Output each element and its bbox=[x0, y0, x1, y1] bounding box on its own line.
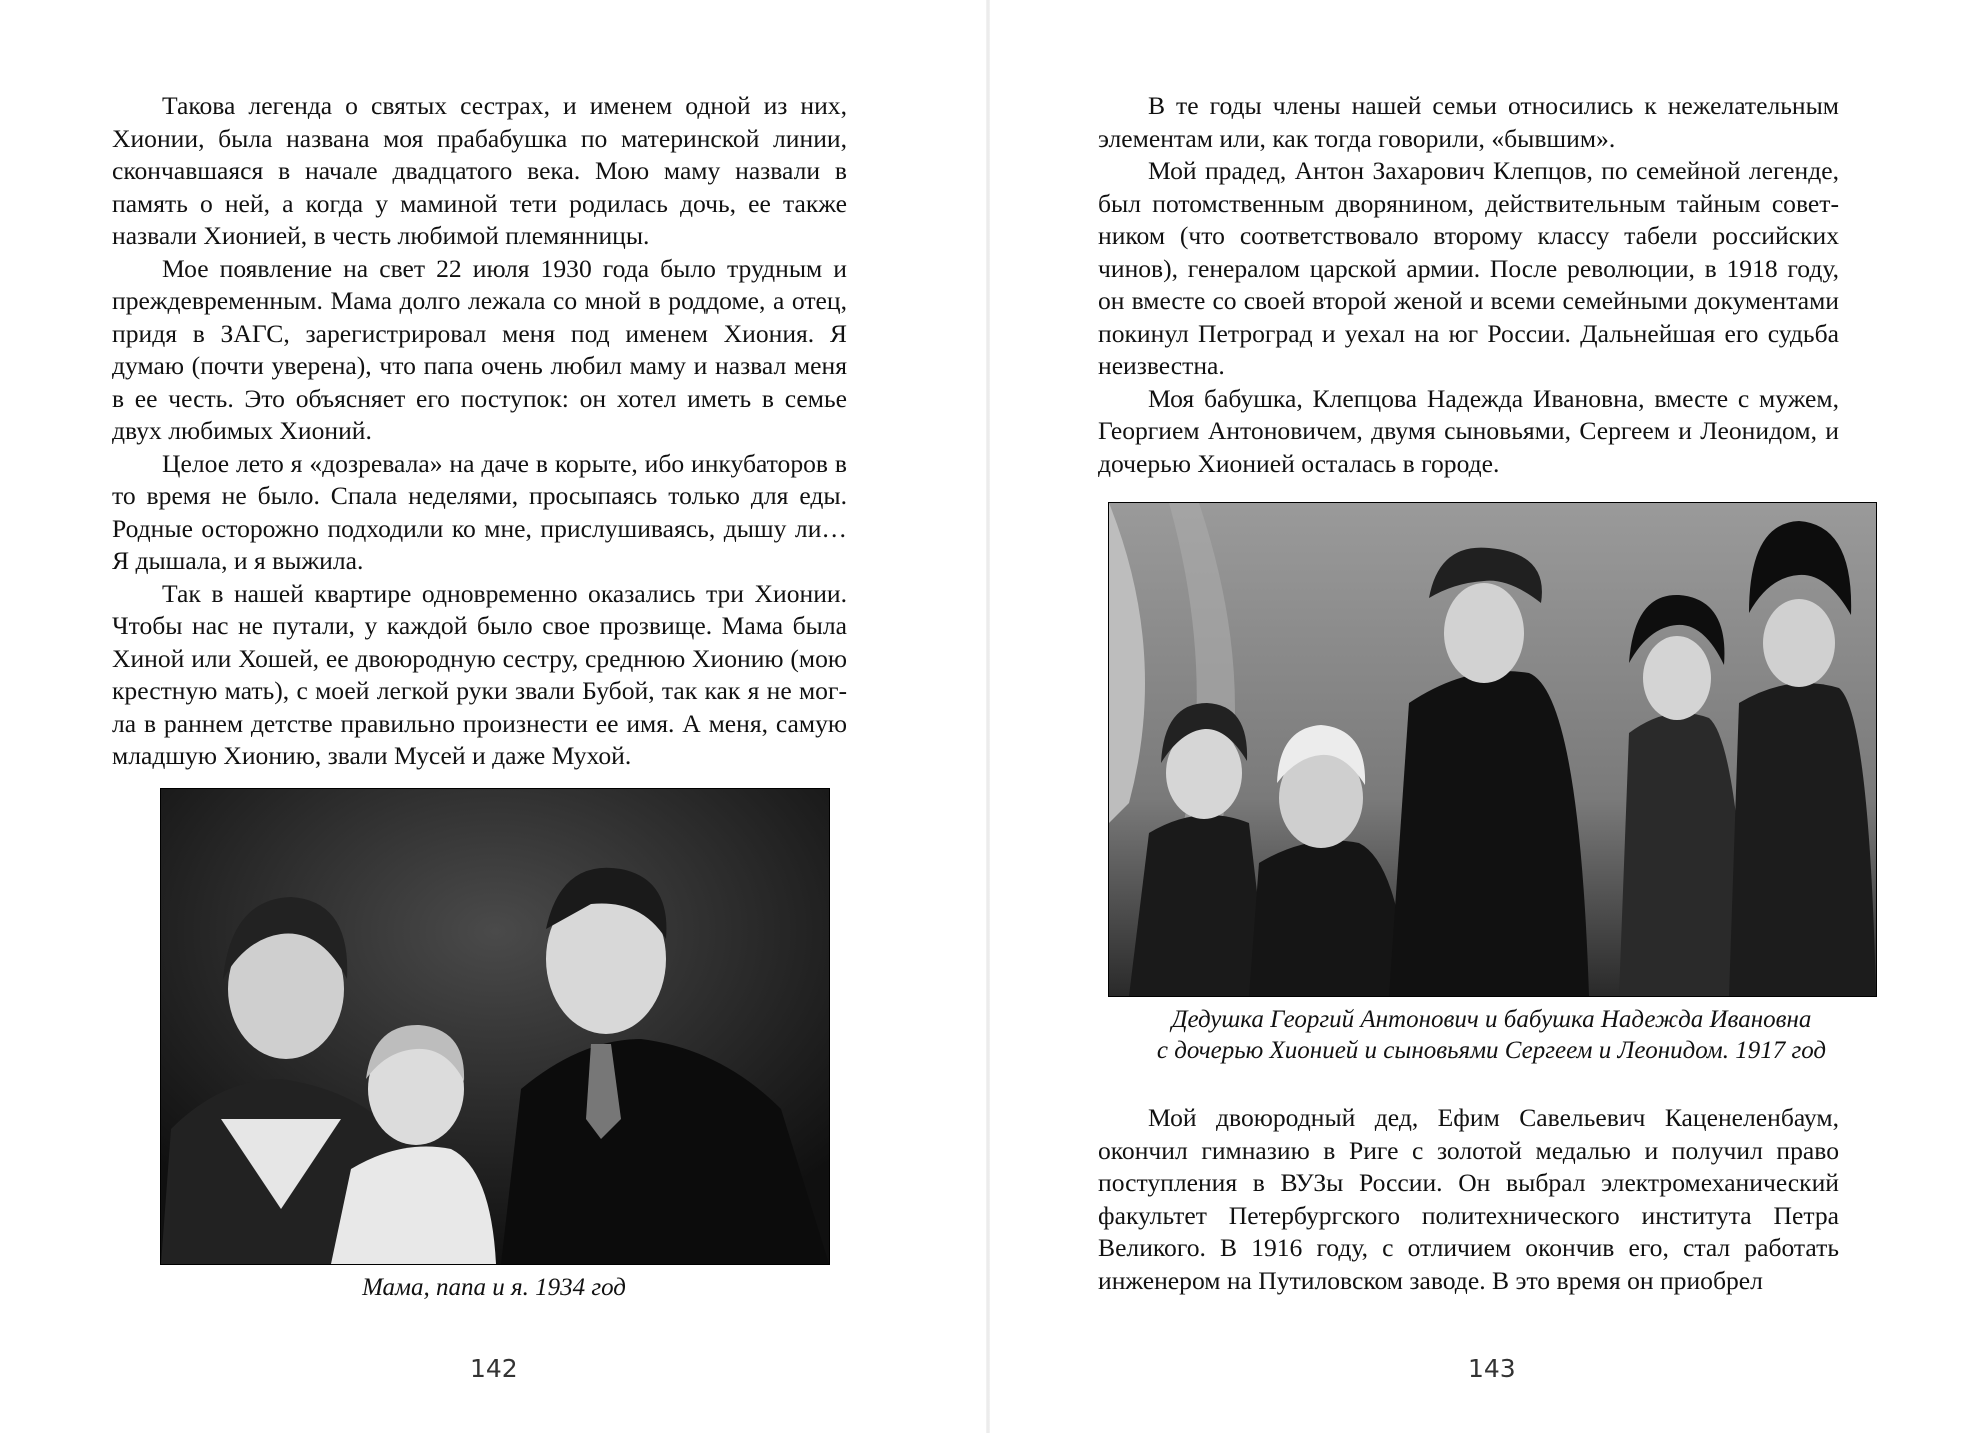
paragraph: Мой двоюродный дед, Ефим Савельевич Каценеленбаум, окончил гимназию в Риге с золотой медалью и получил право поступления в ВУЗы России. Он выбрал электромеханический факультет Петербургского политехнического института Петра Великого. В 1916 году, с отличием окончив его, стал работать инженером на Путиловском заводе. В это время он приобрел bbox=[1098, 1103, 1839, 1295]
paragraph: Мой прадед, Антон Захарович Клепцов, по семейной легенде, был потомственным дворянином, действительным тайным советником (что соответствовало второму классу табели российских чинов), генералом царской армии. После революции, в 1918 году, он вместе со своей второй женой и всеми семейными документами покинул Петроград и уехал на юг России. Дальнейшая его судьба неизвестна. bbox=[1098, 156, 1839, 380]
photo-caption-1917 bbox=[1088, 1004, 1895, 1066]
right-page-text-bottom bbox=[1098, 1102, 1839, 1297]
left-page bbox=[0, 0, 988, 1433]
photo-caption-1917-line2: с дочерью Хионией и сыновьями Сергеем и Леонидом. 1917 год bbox=[1156, 1037, 1827, 1064]
page-number-right: 143 bbox=[1468, 1354, 1516, 1383]
paragraph: Моя бабушка, Клепцова Надежда Ивановна, вместе с мужем, Георгием Антоновичем, двумя сыновьями, Сергеем и Леонидом, и дочерью Хионией осталась в городе. bbox=[1098, 383, 1839, 478]
family-photo-1917-image bbox=[1109, 503, 1876, 996]
family-photo-1934 bbox=[160, 788, 830, 1265]
paragraph: В те годы члены нашей семьи относились к нежелательным элементам или, как тогда говорили, «бывшим». bbox=[1098, 91, 1839, 153]
page-number-left: 142 bbox=[470, 1354, 518, 1383]
right-page bbox=[988, 0, 1977, 1433]
paragraph: Такова легенда о святых сестрах, и именем одной из них, Хионии, была названа моя прабабушка по материнской линии, скончавшаяся в начале двадцатого века. Мою маму назвали в память о ней, а когда у маминой тети родилась дочь, ее также назвали Хионией, в честь любимой племянницы. bbox=[112, 91, 847, 250]
paragraph: Целое лето я «дозревала» на даче в корыте, ибо инкубаторов в то время не было. Спала неделями, просыпаясь только для еды. Родные осторожно подходили ко мне, прислушиваясь, дышу ли… Я дышала, и я выжила. bbox=[112, 448, 847, 575]
left-page-text bbox=[112, 90, 847, 773]
family-photo-1934-image bbox=[161, 789, 829, 1264]
photo-caption-1934: Мама, папа и я. 1934 год bbox=[362, 1274, 626, 1301]
paragraph: Так в нашей квартире одновременно оказались три Хионии. Чтобы нас не путали, у каждой было свое прозвище. Мама была Хиной или Хошей, ее двоюродную сестру, среднюю Хионию (мою крестную мать), с моей легкой руки звали Бубой, так как я не могла в раннем детстве правильно произнести ее имя. А меня, самую младшую Хионию, звали Мусей и даже Мухой. bbox=[112, 578, 847, 770]
family-photo-1917 bbox=[1108, 502, 1877, 997]
paragraph: Мое появление на свет 22 июля 1930 года было трудным и преждевременным. Мама долго лежала со мной в роддоме, а отец, придя в ЗАГС, зарегистрировал меня под именем Хиония. Я думаю (почти уверена), что папа очень любил маму и назвал меня в ее честь. Это объясняет его поступок: он хотел иметь в семье двух любимых Хионий. bbox=[112, 253, 847, 445]
photo-caption-1917-line1: Дедушка Георгий Антонович и бабушка Надежда Ивановна bbox=[1171, 1006, 1812, 1033]
right-page-text-top bbox=[1098, 90, 1839, 480]
